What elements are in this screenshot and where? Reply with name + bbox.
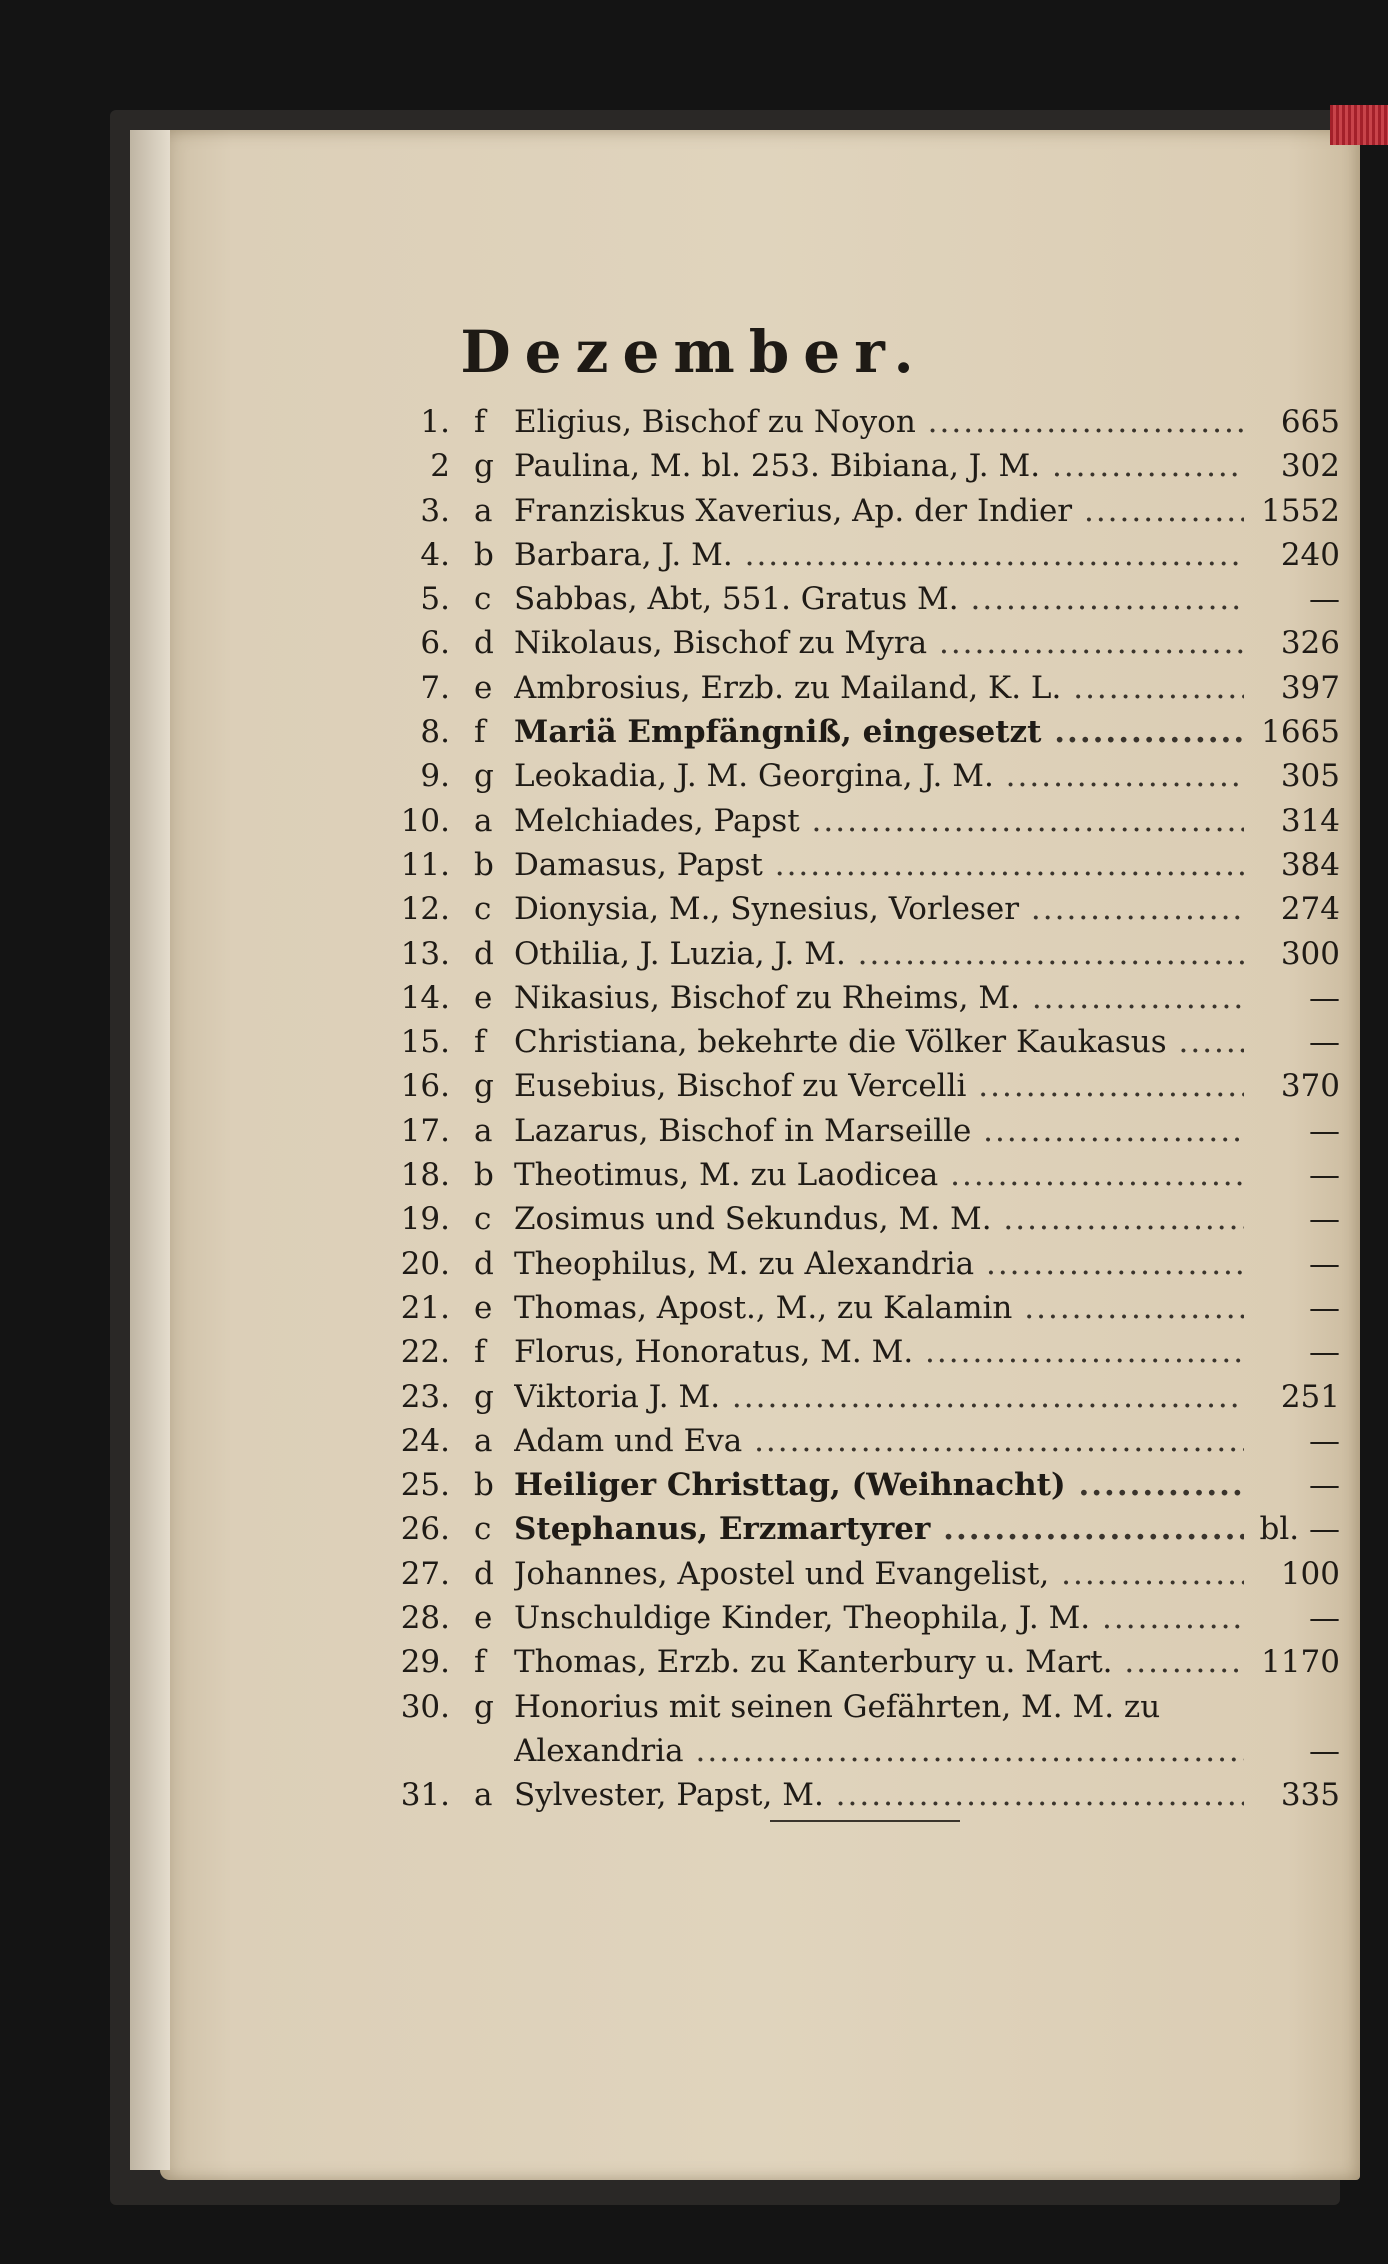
saint-name: Eligius, Bischof zu Noyon .....	[514, 400, 1244, 444]
year-value: 314	[1280, 802, 1340, 839]
dominical-letter: f	[474, 1334, 486, 1371]
calendar-entry	[386, 1375, 1356, 1419]
year-value: —	[1309, 581, 1340, 618]
dominical-letter: b	[474, 1467, 494, 1504]
saint-name: Heiliger Christtag, (Weihnacht) .....	[514, 1463, 1244, 1507]
dominical-letter: g	[474, 1068, 494, 1105]
year-value: 326	[1280, 625, 1340, 662]
year-value: —	[1309, 1334, 1340, 1371]
saint-name: Melchiades, Papst .....	[514, 799, 1244, 843]
calendar-entry	[386, 666, 1356, 710]
day-number: 6.	[420, 625, 450, 662]
dominical-letter: f	[474, 714, 486, 751]
day-number: 9.	[420, 758, 450, 795]
year-value: —	[1309, 1112, 1340, 1149]
calendar-entry	[386, 1064, 1356, 1108]
day-number: 29.	[400, 1644, 450, 1681]
year-value: 1665	[1261, 714, 1340, 751]
dominical-letter: d	[474, 1245, 494, 1282]
saint-name: Paulina, M. bl. 253. Bibiana, J. M. .....	[514, 444, 1244, 488]
year-value: —	[1309, 1467, 1340, 1504]
dominical-letter: a	[474, 1422, 493, 1459]
saint-name: Sylvester, Papst, M. .....	[514, 1773, 1244, 1817]
year-value: —	[1309, 1201, 1340, 1238]
day-number: 28.	[400, 1600, 450, 1637]
calendar-entry	[386, 1153, 1356, 1197]
day-number: 12.	[400, 891, 450, 928]
day-number: 15.	[400, 1024, 450, 1061]
saint-name: Christiana, bekehrte die Völker Kaukasus .....	[514, 1020, 1244, 1064]
year-value: 665	[1280, 404, 1340, 440]
day-number: 22.	[400, 1334, 450, 1371]
calendar-entry	[386, 1552, 1356, 1596]
page-title: Dezember.	[460, 318, 928, 386]
year-value: 384	[1280, 846, 1340, 883]
saint-name: Adam und Eva .....	[514, 1419, 1244, 1463]
bookmark-ribbon	[1330, 105, 1388, 145]
calendar-entry	[386, 799, 1356, 843]
dominical-letter: f	[474, 1024, 486, 1061]
saint-name: Florus, Honoratus, M. M. .....	[514, 1330, 1244, 1374]
calendar-entry	[386, 976, 1356, 1020]
day-number: 19.	[400, 1201, 450, 1238]
calendar-entry	[386, 887, 1356, 931]
calendar-entry	[386, 621, 1356, 665]
calendar-entry	[386, 1463, 1356, 1507]
saint-name: Thomas, Apost., M., zu Kalamin .....	[514, 1286, 1244, 1330]
saint-name: Mariä Empfängniß, eingesetzt .....	[514, 710, 1244, 754]
dominical-letter: g	[474, 1378, 494, 1415]
day-number: 23.	[400, 1378, 450, 1415]
saint-name: Othilia, J. Luzia, J. M. .....	[514, 932, 1244, 976]
calendar-entry	[386, 932, 1356, 976]
day-number: 13.	[400, 935, 450, 972]
dominical-letter: a	[474, 1112, 493, 1149]
dominical-letter: b	[474, 846, 494, 883]
calendar-entry	[386, 1197, 1356, 1241]
calendar-entry	[386, 1020, 1356, 1064]
day-number: 25.	[400, 1467, 450, 1504]
day-number: 18.	[400, 1157, 450, 1194]
calendar-entry	[386, 1419, 1356, 1463]
saint-name: Viktoria J. M. .....	[514, 1375, 1244, 1419]
calendar-entry	[386, 489, 1356, 533]
end-rule	[770, 1820, 960, 1822]
saint-name: Eusebius, Bischof zu Vercelli .....	[514, 1064, 1244, 1108]
page-gutter	[130, 130, 170, 2170]
dominical-letter: d	[474, 625, 494, 662]
year-value: —	[1309, 1600, 1340, 1637]
day-number: 27.	[400, 1555, 450, 1592]
saint-name: Unschuldige Kinder, Theophila, J. M. .....	[514, 1596, 1244, 1640]
saint-name: Theophilus, M. zu Alexandria .....	[514, 1242, 1244, 1286]
calendar-entry	[386, 400, 1356, 444]
saint-name: Damasus, Papst .....	[514, 843, 1244, 887]
day-number: 26.	[400, 1511, 450, 1548]
saint-name: Zosimus und Sekundus, M. M. .....	[514, 1197, 1244, 1241]
day-number: 31.	[400, 1777, 450, 1814]
year-value: 274	[1280, 891, 1340, 928]
year-value: 305	[1280, 758, 1340, 795]
dominical-letter: b	[474, 1157, 494, 1194]
year-value: 335	[1280, 1777, 1340, 1814]
day-number: 1.	[420, 404, 450, 440]
saint-name: Nikolaus, Bischof zu Myra .....	[514, 621, 1244, 665]
saint-name: Franziskus Xaverius, Ap. der Indier .....	[514, 489, 1244, 533]
day-number: 30.	[400, 1688, 450, 1725]
calendar-entry	[386, 1330, 1356, 1374]
day-number: 2	[430, 448, 450, 485]
year-value: —	[1309, 1024, 1340, 1061]
calendar-entry	[386, 577, 1356, 621]
dominical-letter: e	[474, 1600, 493, 1637]
year-value: —	[1309, 1732, 1340, 1769]
calendar-entry	[386, 1507, 1356, 1551]
dominical-letter: e	[474, 669, 493, 706]
saint-name: Leokadia, J. M. Georgina, J. M. .....	[514, 754, 1244, 798]
dominical-letter: g	[474, 758, 494, 795]
day-number: 21.	[400, 1289, 450, 1326]
saint-name: Thomas, Erzb. zu Kanterbury u. Mart. .....	[514, 1640, 1244, 1684]
day-number: 11.	[400, 846, 450, 883]
dominical-letter: c	[474, 1201, 492, 1238]
calendar-entry	[386, 1685, 1356, 1729]
day-number: 24.	[400, 1422, 450, 1459]
day-number: 4.	[420, 536, 450, 573]
dominical-letter: f	[474, 1644, 486, 1681]
day-number: 7.	[420, 669, 450, 706]
year-value: 370	[1280, 1068, 1340, 1105]
saint-name: Theotimus, M. zu Laodicea .....	[514, 1153, 1244, 1197]
dominical-letter: e	[474, 1289, 493, 1326]
calendar-entry	[386, 444, 1356, 488]
year-value: 300	[1280, 935, 1340, 972]
dominical-letter: c	[474, 581, 492, 618]
saint-name: Sabbas, Abt, 551. Gratus M. .....	[514, 577, 1244, 621]
saint-name: Lazarus, Bischof in Marseille .....	[514, 1109, 1244, 1153]
saint-name: Stephanus, Erzmartyrer .....	[514, 1507, 1244, 1551]
saint-name: Ambrosius, Erzb. zu Mailand, K. L. .....	[514, 666, 1244, 710]
year-value: —	[1309, 1157, 1340, 1194]
calendar-entry	[386, 533, 1356, 577]
year-value: 397	[1280, 669, 1340, 706]
day-number: 16.	[400, 1068, 450, 1105]
day-number: 3.	[420, 492, 450, 529]
year-value: 1170	[1261, 1644, 1340, 1681]
saint-name: Johannes, Apostel und Evangelist, .....	[514, 1552, 1244, 1596]
day-number: 10.	[400, 802, 450, 839]
day-number: 17.	[400, 1112, 450, 1149]
dominical-letter: a	[474, 1777, 493, 1814]
day-number: 8.	[420, 714, 450, 751]
year-value: 1552	[1261, 492, 1340, 529]
year-value: —	[1309, 979, 1340, 1016]
year-value: 302	[1280, 448, 1340, 485]
calendar-entry	[386, 1640, 1356, 1684]
dominical-letter: c	[474, 1511, 492, 1548]
year-value: 240	[1280, 536, 1340, 573]
saint-name: Dionysia, M., Synesius, Vorleser .....	[514, 887, 1244, 931]
year-value: —	[1309, 1422, 1340, 1459]
calendar-entry	[386, 1729, 1356, 1773]
dominical-letter: a	[474, 492, 493, 529]
dominical-letter: g	[474, 1688, 494, 1725]
dominical-letter: b	[474, 536, 494, 573]
calendar-entry	[386, 843, 1356, 887]
dominical-letter: f	[474, 404, 486, 440]
day-number: 5.	[420, 581, 450, 618]
calendar-entry	[386, 1109, 1356, 1153]
calendar-entry	[386, 1773, 1356, 1817]
year-value: 100	[1280, 1555, 1340, 1592]
dominical-letter: a	[474, 802, 493, 839]
saint-name: Barbara, J. M. .....	[514, 533, 1244, 577]
calendar-list	[386, 400, 1356, 1818]
day-number: 20.	[400, 1245, 450, 1282]
dominical-letter: g	[474, 448, 494, 485]
dominical-letter: e	[474, 979, 493, 1016]
saint-name: Honorius mit seinen Gefährten, M. M. zu	[514, 1688, 1161, 1725]
calendar-entry	[386, 710, 1356, 754]
year-value: —	[1309, 1289, 1340, 1326]
saint-name: Alexandria .....	[514, 1729, 1244, 1773]
year-value: 251	[1280, 1378, 1340, 1415]
year-value: bl. —	[1259, 1511, 1340, 1548]
dominical-letter: c	[474, 891, 492, 928]
day-number: 14.	[400, 979, 450, 1016]
calendar-entry	[386, 1286, 1356, 1330]
calendar-entry	[386, 1242, 1356, 1286]
year-value: —	[1309, 1245, 1340, 1282]
calendar-entry	[386, 754, 1356, 798]
dominical-letter: d	[474, 935, 494, 972]
calendar-entry	[386, 1596, 1356, 1640]
dominical-letter: d	[474, 1555, 494, 1592]
saint-name: Nikasius, Bischof zu Rheims, M. .....	[514, 976, 1244, 1020]
